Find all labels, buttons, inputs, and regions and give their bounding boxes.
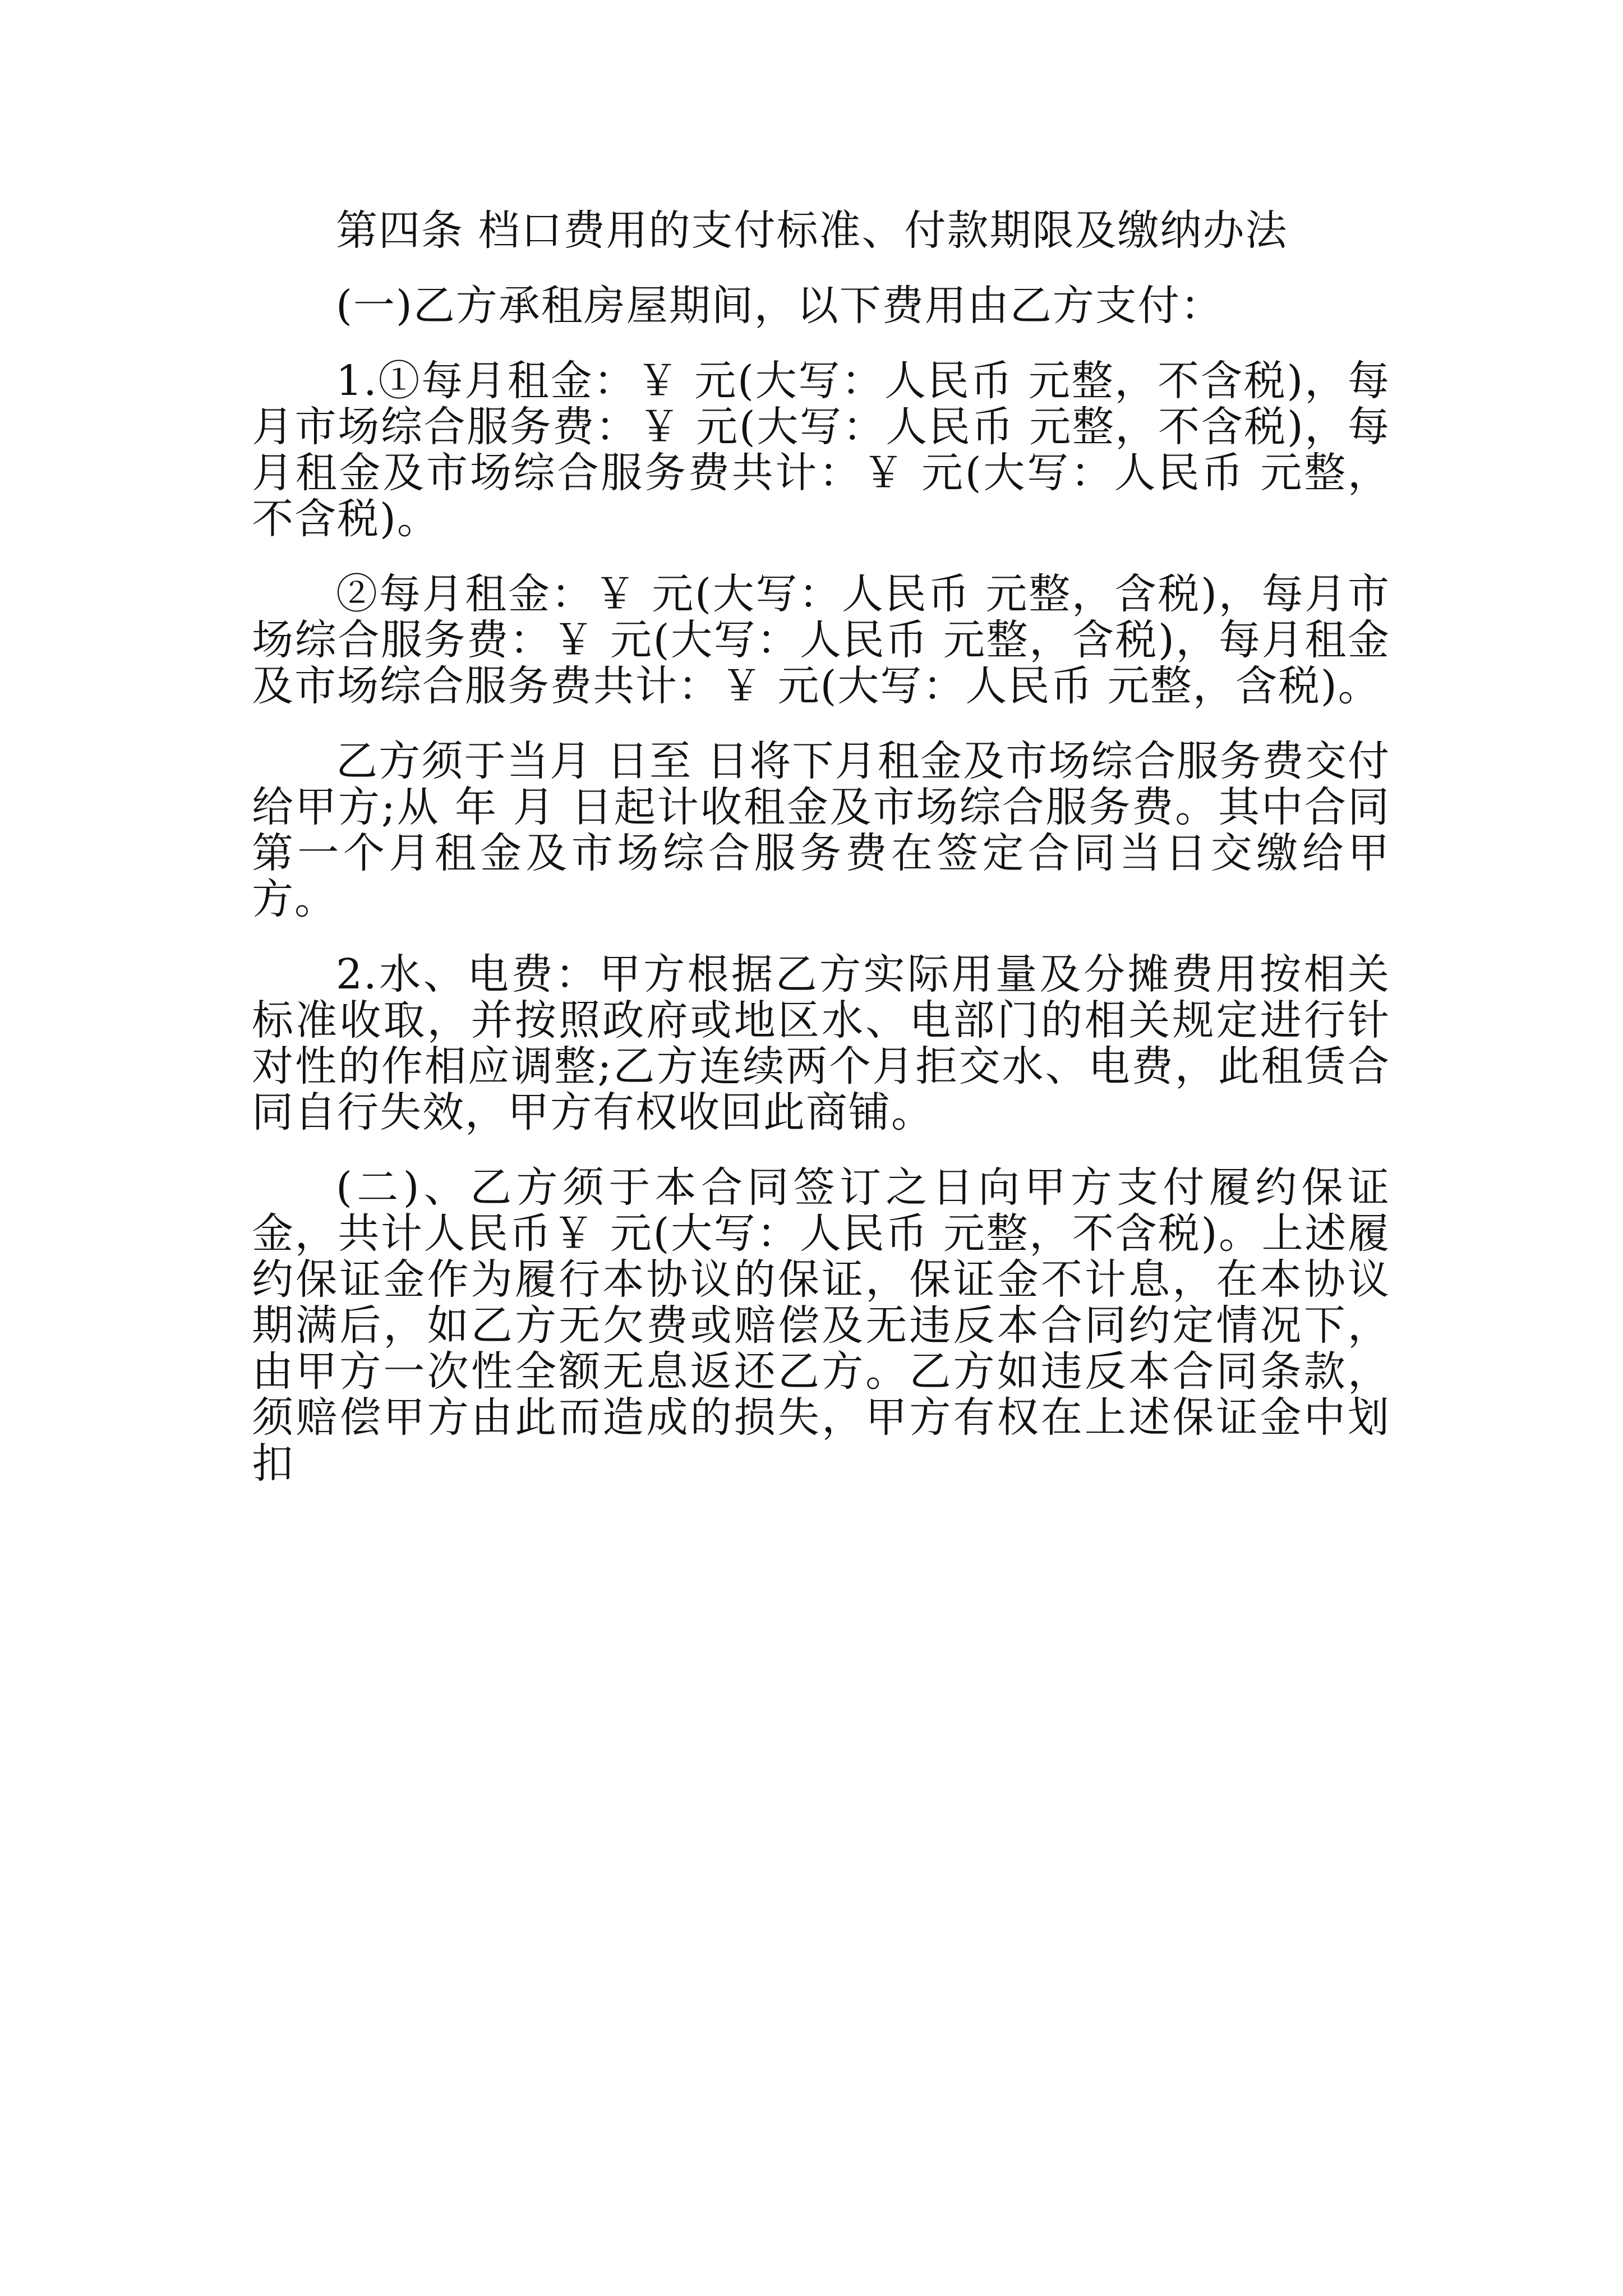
paragraph-3: ②每月租金：￥ 元(大写：人民币 元整，含税)，每月市场综合服务费：￥ 元(大写：人民币 元整，含税)，每月租金及市场综合服务费共计：￥ 元(大写：人民币 元整，含税)。 (252, 570, 1390, 710)
paragraph-4: 乙方须于当月 日至 日将下月租金及市场综合服务费交付给甲方;从 年 月 日起计收租金及市场综合服务费。其中合同第一个月租金及市场综合服务费在签定合同当日交缴给甲方。 (252, 737, 1390, 923)
paragraph-2: 1.①每月租金：￥ 元(大写：人民币 元整，不含税)，每月市场综合服务费：￥ 元(大写：人民币 元整，不含税)，每月租金及市场综合服务费共计：￥ 元(大写：人民币 元整，不含税)。 (252, 357, 1390, 543)
paragraph-5: 2.水、电费：甲方根据乙方实际用量及分摊费用按相关标准收取，并按照政府或地区水、电部门的相关规定进行针对性的作相应调整;乙方连续两个月拒交水、电费，此租赁合同自行失效，甲方有权收回此商铺。 (252, 950, 1390, 1137)
article-heading: 第四条 档口费用的支付标准、付款期限及缴纳办法 (336, 206, 1288, 255)
paragraph-1: (一)乙方承租房屋期间，以下费用由乙方支付： (336, 282, 1223, 330)
paragraph-6: (二)、乙方须于本合同签订之日向甲方支付履约保证金，共计人民币￥ 元(大写：人民币 元整，不含税)。上述履约保证金作为履行本协议的保证，保证金不计息，在本协议期满后，如乙方无欠费或赔偿及无违反本合同约定情况下，由甲方一次性全额无息返还乙方。乙方如违反本合同条款，须赔偿甲方由此而造成的损失，甲方有权在上述保证金中划扣 (252, 1163, 1390, 1488)
document-body (252, 208, 1390, 1516)
